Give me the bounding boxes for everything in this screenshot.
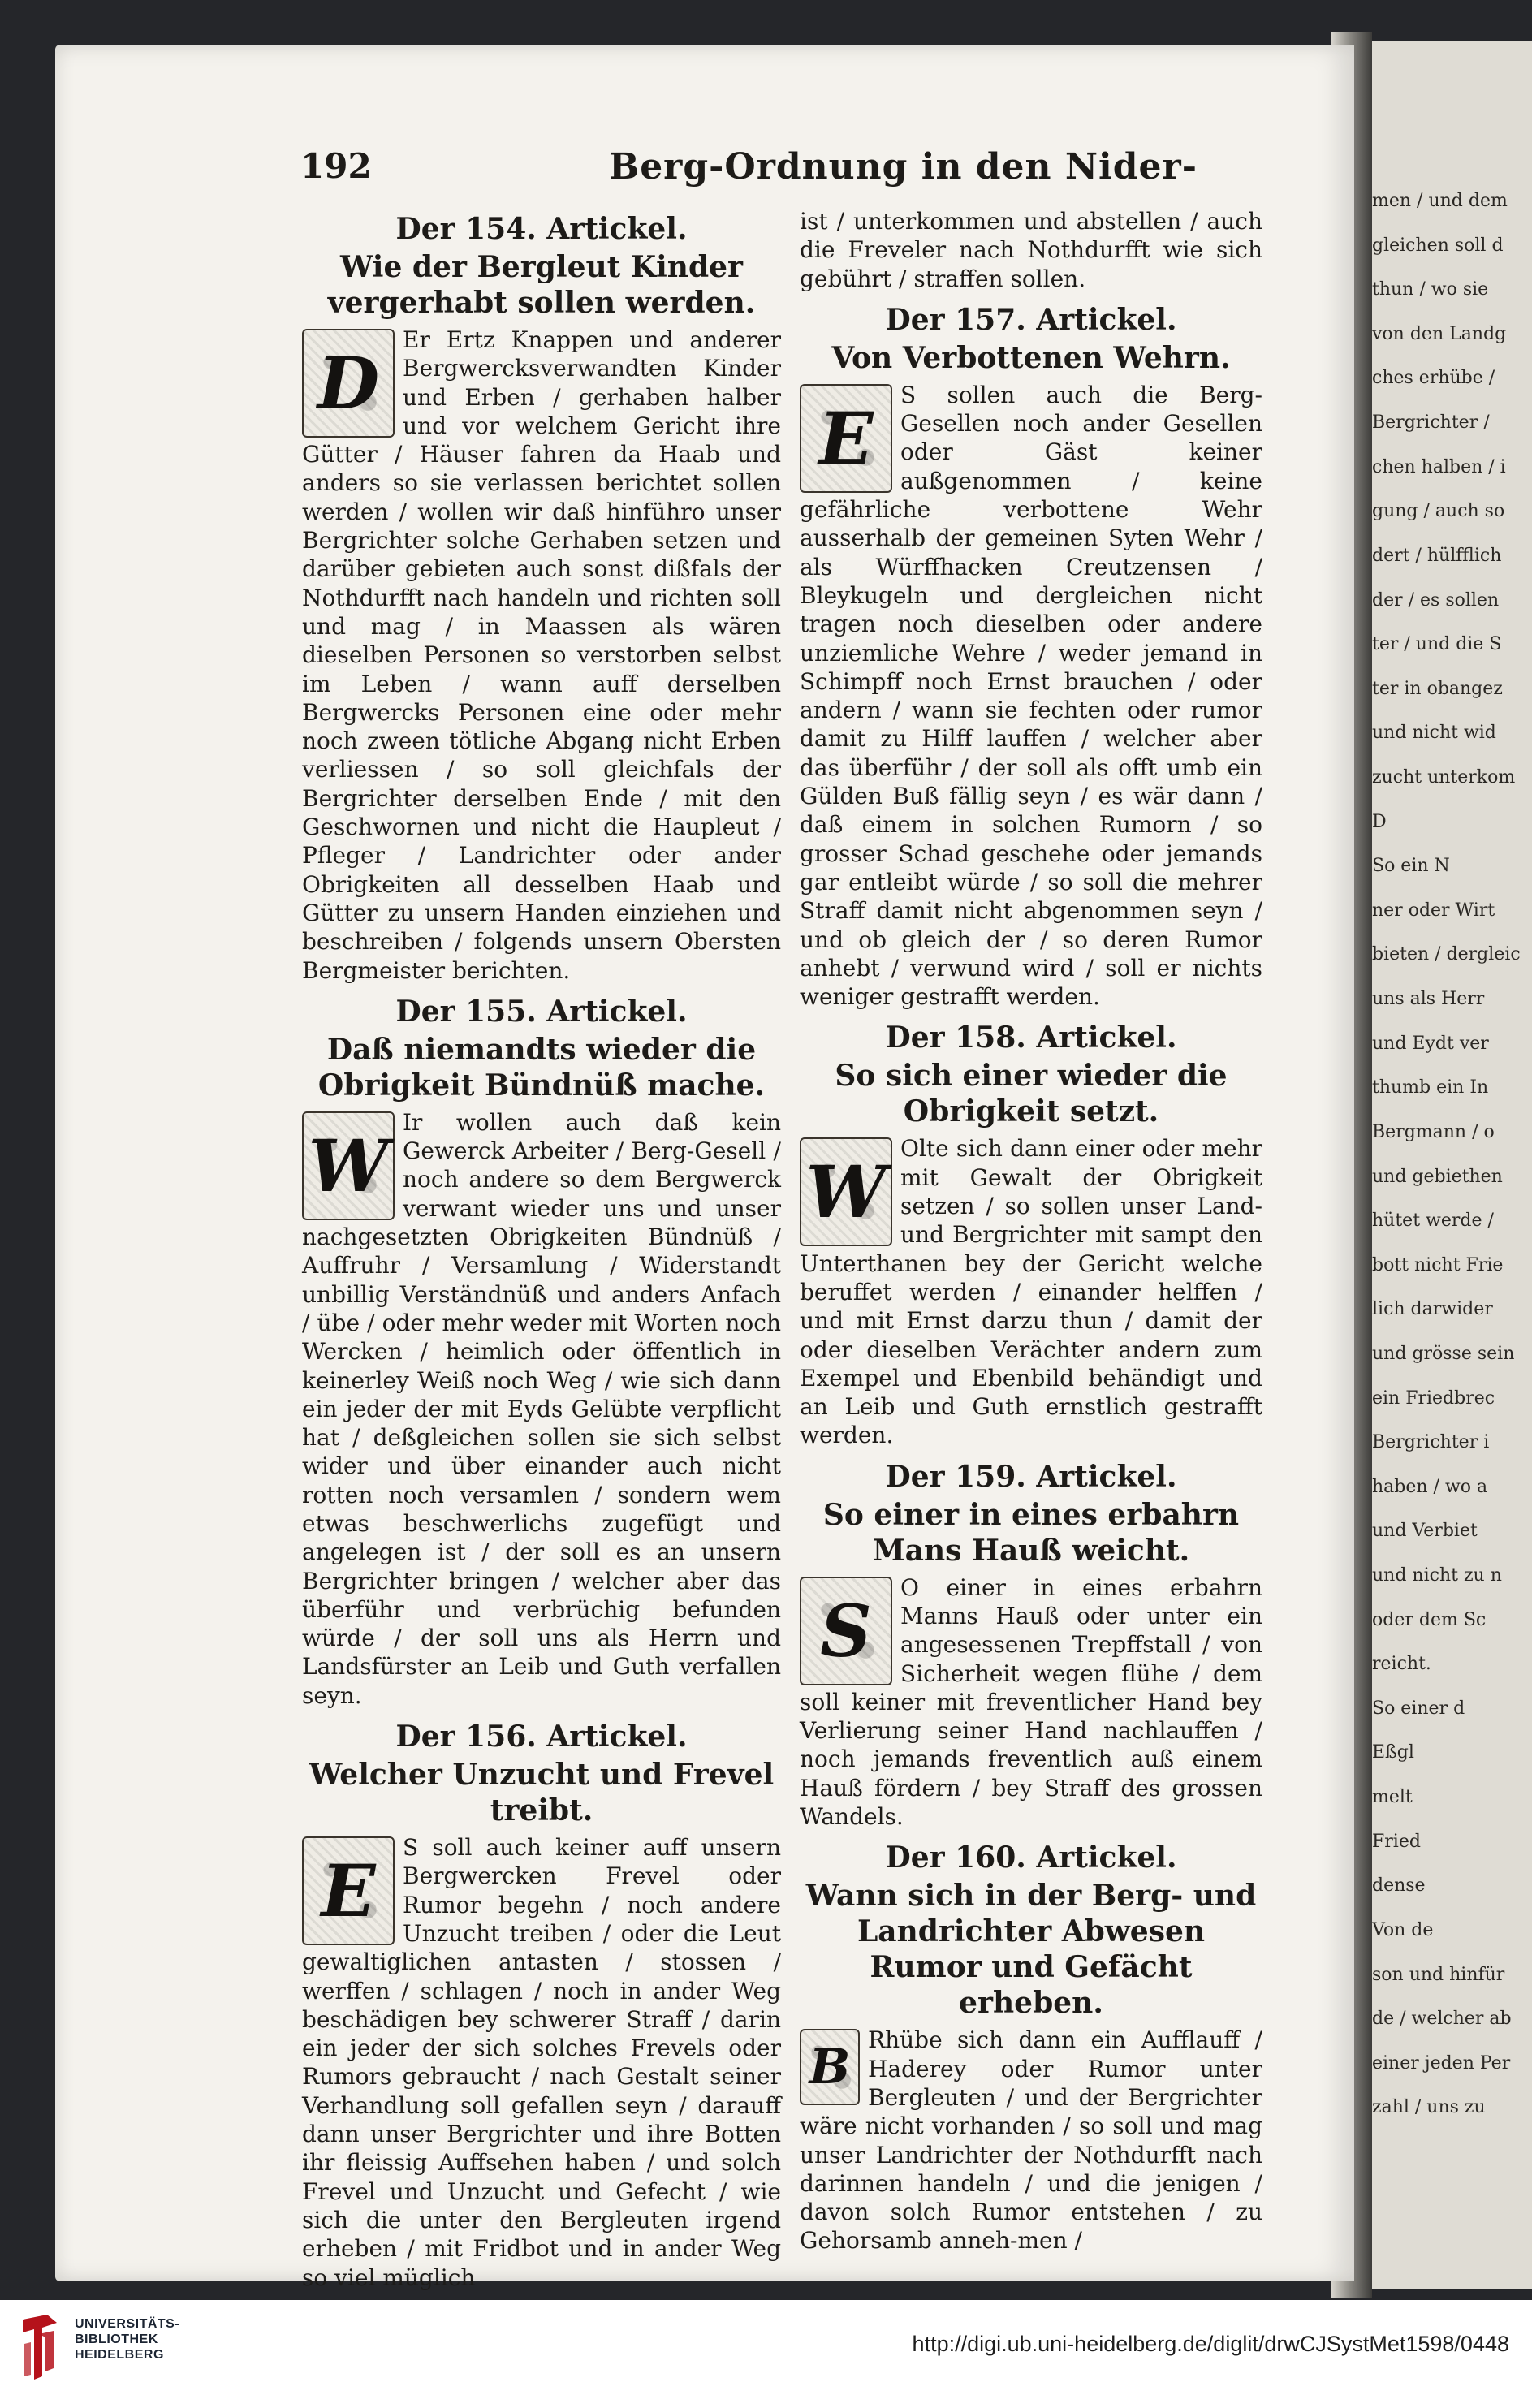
article-body: D Er Ertz Knappen und anderer Bergwercksverwandten Kinder und Erben / gerhaben halber und vor welchem Gericht ihre Gütter / Häuser fahren da Haab und anders so sie verlassen berichtet sollen werden / wollen wir daß hinführo unser Bergrichter solche Gerhaben setzen und darüber gebieten auch sonst dißfals der Nothdurfft nach handeln und richten soll und mag / in Maassen als wären dieselben Personen so verstorben selbst im Leben / wann auff derselben Bergwercks Personen eine oder mehr noch zween tötliche Abgang nicht Erben verliessen / so soll gleichfals der Bergrichter derselben Ende / mit den Geschwornen und nicht die Haupleut / Pfleger / Landrichter oder ander Obrigkeiten all desselben Haab und Gütter zu unsern Handen einziehen und beschreiben / folgends unsern Obersten Bergmeister berichten. bbox=[302, 326, 781, 984]
left-column bbox=[302, 207, 781, 2300]
article-number: Der 160. Artickel. bbox=[885, 1841, 1177, 1875]
footer-bar bbox=[0, 2300, 1532, 2408]
article-body: B Rhübe sich dann ein Aufflauff / Haderey oder Rumor unter Bergleuten / und der Bergrichter wäre nicht vorhanden / so soll und mag unser Landrichter der Nothdurfft nach darinnen handeln / und die jenigen / davon solch Rumor entstehen / zu Gehorsamb anneh-men / bbox=[800, 2026, 1262, 2255]
facing-page-line: gleichen soll d bbox=[1372, 235, 1504, 256]
decorated-initial: B bbox=[800, 2029, 860, 2105]
facing-page-line: einer jeden Per bbox=[1372, 2052, 1511, 2074]
facing-page-line: Bergmann / o bbox=[1372, 1121, 1495, 1142]
article-title: Welcher Unzucht und Frevel treibt. bbox=[309, 1758, 775, 1828]
decorated-initial: D bbox=[302, 329, 395, 438]
facing-page-line: Bergrichter / bbox=[1372, 412, 1490, 434]
facing-page-line: dense bbox=[1372, 1875, 1426, 1897]
article-title: So einer in eines erbahrn Mans Hauß weicht. bbox=[822, 1497, 1240, 1568]
institution-line: UNIVERSITÄTS- bbox=[75, 2317, 180, 2331]
facing-page-line: ches erhübe / bbox=[1372, 368, 1495, 389]
article-title: Von Verbottenen Wehrn. bbox=[831, 340, 1231, 375]
article-body: S O einer in eines erbahrn Manns Hauß oder unter ein angesessenen Trepffstall / von Sicherheit wegen flühe / dem soll keiner mit freventlicher Hand bey Verlierung seiner Hand nachlauffen / noch jemands freventlich auß einem Hauß fördern / bey Straff des grossen Wandels. bbox=[800, 1573, 1262, 1831]
facing-page-line: zucht unterkom bbox=[1372, 766, 1516, 788]
article-body: ist / unterkommen und abstellen / auch die Freveler nach Nothdurfft wie sich gebührt / straffen sollen. bbox=[800, 208, 1262, 292]
facing-page-line: de / welcher ab bbox=[1372, 2009, 1512, 2030]
facing-page-line: uns als Herr bbox=[1372, 989, 1485, 1010]
facing-page-line: So ein N bbox=[1372, 856, 1450, 877]
article bbox=[800, 207, 1262, 293]
decorated-initial: E bbox=[800, 384, 892, 493]
facing-page-line: oder dem Sc bbox=[1372, 1609, 1487, 1630]
facing-page-line: von den Landg bbox=[1372, 323, 1507, 344]
article-title: Wann sich in der Berg- und Landrichter Abwesen Rumor und Gefächt erheben. bbox=[805, 1879, 1257, 2021]
article-title: So sich einer wieder die Obrigkeit setzt. bbox=[835, 1059, 1228, 1129]
page-number: 192 bbox=[300, 146, 372, 186]
institution-line: BIBLIOTHEK bbox=[75, 2332, 158, 2346]
facing-page-line: und Eydt ver bbox=[1372, 1033, 1489, 1054]
facing-page-line: chen halben / i bbox=[1372, 456, 1506, 477]
right-column bbox=[800, 207, 1262, 2263]
facing-page-line: son und hinfür bbox=[1372, 1964, 1505, 1985]
facing-page-line: D bbox=[1372, 811, 1387, 832]
facing-page-line: gung / auch so bbox=[1372, 501, 1505, 522]
facing-page-line: und nicht wid bbox=[1372, 723, 1496, 744]
running-head: Berg-Ordnung in den Nider- bbox=[609, 146, 1198, 188]
article-number: Der 158. Artickel. bbox=[885, 1021, 1177, 1055]
decorated-initial: E bbox=[302, 1836, 395, 1945]
facing-page-line: zahl / uns zu bbox=[1372, 2097, 1486, 2118]
facing-page-line: ner oder Wirt bbox=[1372, 900, 1495, 921]
article-body: W Olte sich dann einer oder mehr mit Gewalt der Obrigkeit setzen / so sollen unser Land- und Bergrichter mit sampt den Unterthanen bey der Gericht welche beruffet werden / einander helffen / und mit Ernst darzu thun / damit der oder dieselben Verächter andern zum Exempel und Ebenbild behändigt und an Leib und Guth ernstlich gestrafft werden. bbox=[800, 1135, 1262, 1449]
article-body: E S soll auch keiner auff unsern Bergwercken Frevel oder Rumor begehn / noch andere Unzucht treiben / oder die Leut gewaltiglichen antasten / stossen / werffen / schlagen / noch in ander Weg beschädigen bey schwerer Straff / darin ein jeder der sich solches Frevels oder Rumors gebraucht / nach Gestalt seiner Verhandlung soll gefallen seyn / darauff dann unser Bergrichter und ihre Botten ihr fleissig Auffsehen haben / und solch Frevel und Unzucht und Gefecht / wie sich die unter den Bergleuten irgend erheben / mit Fridbot und in ander Weg so viel müglich bbox=[302, 1834, 781, 2291]
article-title: Daß niemandts wieder die Obrigkeit Bündnüß mache. bbox=[317, 1032, 766, 1103]
article bbox=[800, 1458, 1262, 1832]
article-number: Der 154. Artickel. bbox=[395, 212, 688, 246]
facing-page-line: ein Friedbrec bbox=[1372, 1387, 1495, 1409]
permalink-url[interactable]: http://digi.ub.uni-heidelberg.de/diglit/drwCJSystMet1598/0448 bbox=[912, 2332, 1509, 2356]
article-body: E S sollen auch die Berg-Gesellen noch ander Gesellen oder Gäst keiner außgenommen / keine gefährliche verbottene Wehr ausserhalb der gemeinen Syten Wehr / als Würffhacken Creutzensen / Bleykugeln und dergleichen nicht tragen noch dieselben oder andere unziemliche Wehre / weder jemand in Schimpff noch Ernst brauchen / oder andern / wann sie fechten oder rumor damit zu Hilff lauffen / welcher aber das überführ / der soll als offt umb ein Gülden Buß fällig seyn / es wär dann / daß einem in solchen Rumorn / so grosser Schad geschehe oder jemands gar entleibt würde / so soll die mehrer Straff damit nicht abgenommen seyn / und ob gleich der / so deren Rumor anhebt / verwund wird / soll er nichts weniger gestrafft werden. bbox=[800, 381, 1262, 1011]
facing-page-line: dert / hülfflich bbox=[1372, 545, 1502, 566]
facing-page bbox=[1364, 41, 1532, 2289]
facing-page-line: men / und dem bbox=[1372, 191, 1508, 211]
facing-page-line: Fried bbox=[1372, 1831, 1421, 1852]
facing-page-line: Bergrichter i bbox=[1372, 1432, 1490, 1453]
page-header bbox=[300, 146, 1240, 195]
article-number: Der 159. Artickel. bbox=[885, 1459, 1177, 1494]
facing-page-line: ter / und die S bbox=[1372, 634, 1502, 655]
article bbox=[800, 1839, 1262, 2255]
university-logo-icon[interactable] bbox=[18, 2311, 62, 2381]
facing-page-line: thumb ein In bbox=[1372, 1077, 1489, 1098]
article-number: Der 156. Artickel. bbox=[395, 1720, 688, 1754]
article-number: Der 155. Artickel. bbox=[395, 994, 688, 1029]
article bbox=[800, 301, 1262, 1012]
decorated-initial: W bbox=[800, 1137, 892, 1246]
facing-page-line: thun / wo sie bbox=[1372, 279, 1489, 300]
facing-page-line: haben / wo a bbox=[1372, 1476, 1488, 1497]
facing-page-line: hütet werde / bbox=[1372, 1210, 1494, 1232]
institution-line: HEIDELBERG bbox=[75, 2348, 164, 2362]
institution-name bbox=[75, 2316, 179, 2363]
article-body: W Ir wollen auch daß kein Gewerck Arbeiter / Berg-Gesell / noch andere so dem Bergwerck verwant wieder uns und unser nachgesetzten Obrigkeiten Bündnüß / Auffruhr / Versamlung / Widerstandt unbillig Verständnüß und anders Anfach / übe / oder mehr weder mit Worten noch Wercken / heimlich oder öffentlich in keinerley Weiß noch Weg / wie sich dann ein jeder der mit Eyds Gelübte verpflicht hat / deßgleichen sollen sie sich selbst wider und über einander auch nicht rotten noch versamlen / sondern wem etwas beschwerlichs zugefügt und angelegen ist / der soll es an unsern Bergrichter bringen / welcher aber das überführ und verbrüchig befunden würde / der soll uns als Herrn und Landsfürster an Leib und Guth verfallen seyn. bbox=[302, 1108, 781, 1709]
article bbox=[302, 210, 781, 985]
facing-page-line: und nicht zu n bbox=[1372, 1565, 1502, 1586]
facing-page-line: und gebiethen bbox=[1372, 1166, 1503, 1187]
facing-page-line: So einer d bbox=[1372, 1698, 1465, 1719]
facing-page-line: und Verbiet bbox=[1372, 1521, 1478, 1542]
facing-page-line: und grösse sein bbox=[1372, 1343, 1515, 1364]
facing-page-line: bieten / dergleic bbox=[1372, 944, 1521, 965]
facing-page-line: Von de bbox=[1372, 1919, 1434, 1940]
article-title: Wie der Bergleut Kinder vergerhabt sollen werden. bbox=[327, 250, 756, 320]
facing-page-line: bott nicht Frie bbox=[1372, 1254, 1504, 1275]
facing-page-line: Eßgl bbox=[1372, 1742, 1414, 1763]
facing-page-line: der / es sollen bbox=[1372, 589, 1500, 611]
decorated-initial: S bbox=[800, 1577, 892, 1685]
facing-page-line: ter in obangez bbox=[1372, 678, 1503, 699]
facing-page-line: reicht. bbox=[1372, 1654, 1431, 1675]
article bbox=[302, 1718, 781, 2292]
article bbox=[302, 993, 781, 1710]
article bbox=[800, 1019, 1262, 1449]
article-number: Der 157. Artickel. bbox=[885, 302, 1177, 337]
facing-page-line: melt bbox=[1372, 1787, 1413, 1808]
facing-page-line: lich darwider bbox=[1372, 1299, 1493, 1320]
decorated-initial: W bbox=[302, 1111, 395, 1220]
